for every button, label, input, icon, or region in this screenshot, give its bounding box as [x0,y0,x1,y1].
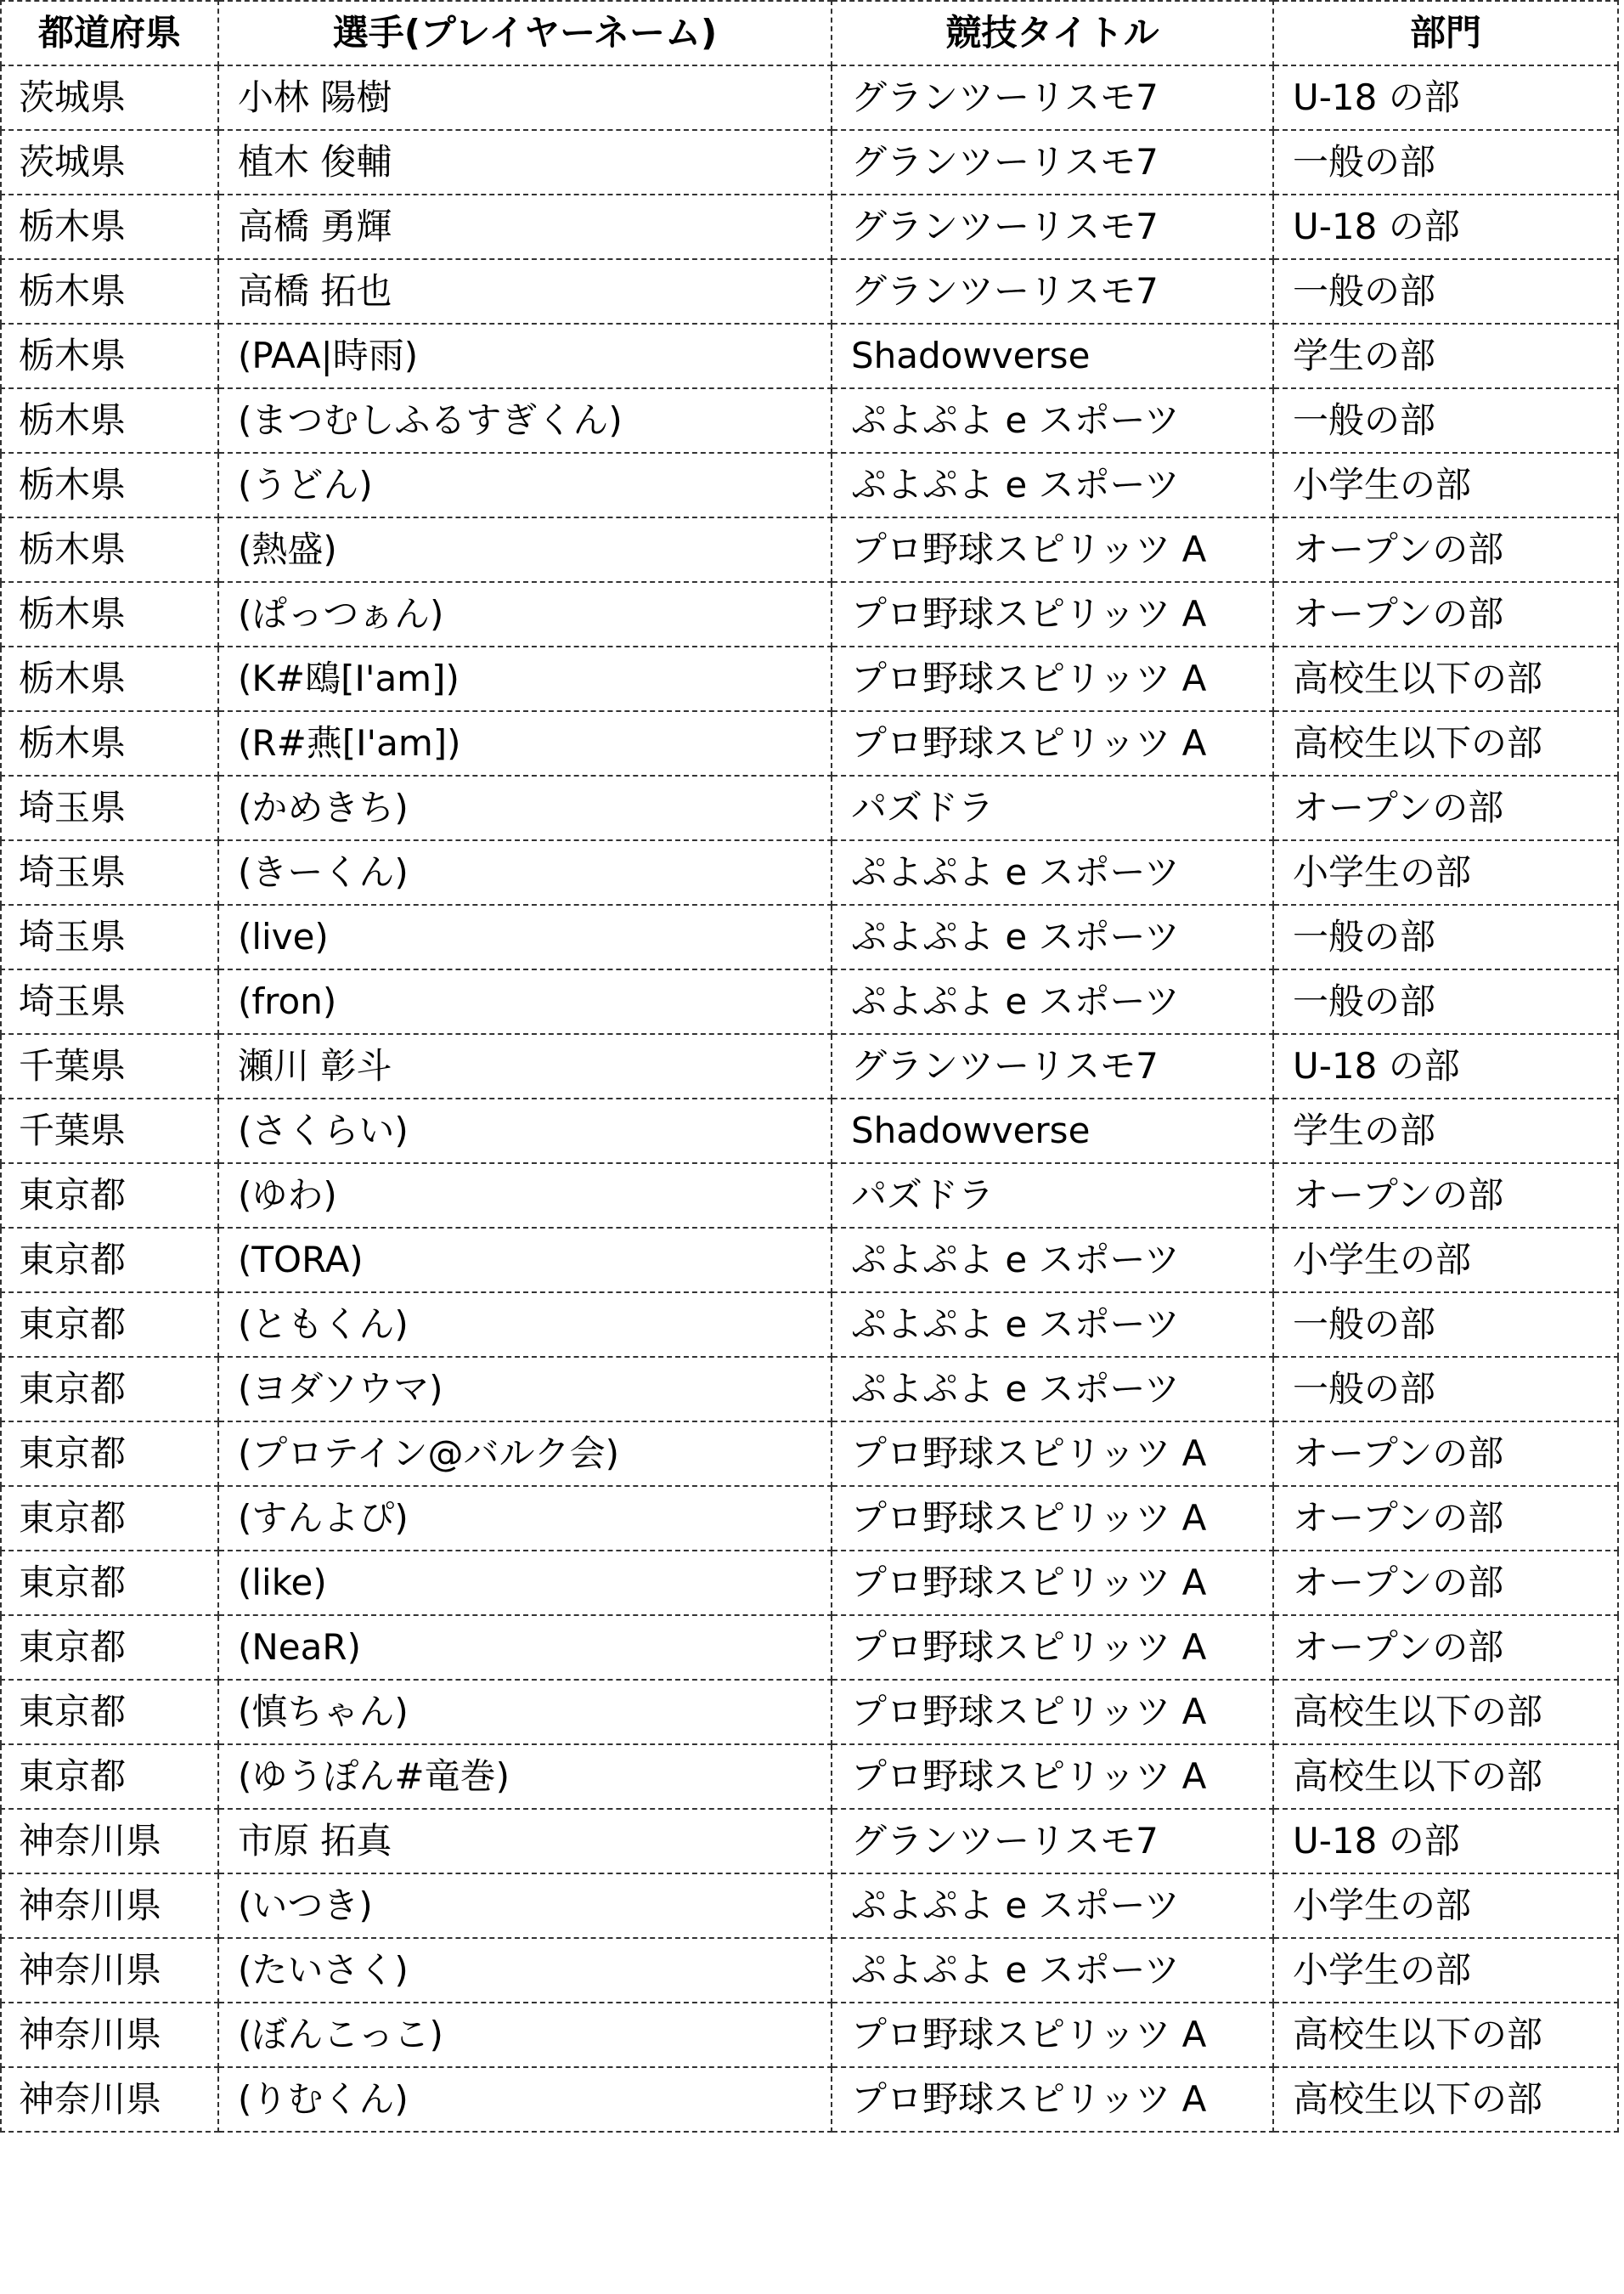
cell-player: (live) [218,905,832,969]
cell-player: (ゆわ) [218,1163,832,1228]
table-row [1,1099,1618,1163]
cell-prefecture: 千葉県 [1,1034,218,1099]
cell-division: オープンの部 [1273,582,1618,647]
cell-player: (いつき) [218,1873,832,1938]
cell-player: (ゆうぽん#竜巻) [218,1744,832,1809]
cell-division: 一般の部 [1273,905,1618,969]
cell-player: (PAA|時雨) [218,324,832,388]
cell-prefecture: 東京都 [1,1163,218,1228]
cell-title: プロ野球スピリッツ A [832,1421,1273,1486]
cell-division: 一般の部 [1273,1357,1618,1421]
cell-title: ぷよぷよ e スポーツ [832,453,1273,517]
table-row [1,776,1618,840]
cell-player: (うどん) [218,453,832,517]
cell-division: 学生の部 [1273,1099,1618,1163]
cell-prefecture: 東京都 [1,1551,218,1615]
cell-division: 小学生の部 [1273,1873,1618,1938]
cell-division: U-18 の部 [1273,1034,1618,1099]
table-row [1,1744,1618,1809]
table-row [1,1228,1618,1292]
cell-prefecture: 東京都 [1,1486,218,1551]
cell-title: パズドラ [832,776,1273,840]
table-row [1,453,1618,517]
cell-prefecture: 神奈川県 [1,1938,218,2003]
cell-player: (熱盛) [218,517,832,582]
table-row [1,1034,1618,1099]
cell-prefecture: 東京都 [1,1357,218,1421]
table-row [1,905,1618,969]
cell-prefecture: 茨城県 [1,65,218,130]
cell-division: 高校生以下の部 [1273,2067,1618,2132]
cell-prefecture: 神奈川県 [1,2003,218,2067]
cell-prefecture: 埼玉県 [1,840,218,905]
table-row [1,259,1618,324]
table-row [1,388,1618,453]
cell-prefecture: 東京都 [1,1615,218,1680]
cell-player: (ぱっつぁん) [218,582,832,647]
cell-division: 小学生の部 [1273,1938,1618,2003]
cell-title: プロ野球スピリッツ A [832,1551,1273,1615]
cell-title: プロ野球スピリッツ A [832,647,1273,711]
cell-player: (K#鴎[I'am]) [218,647,832,711]
table-header [1,1,1618,65]
cell-prefecture: 東京都 [1,1228,218,1292]
cell-player: (fron) [218,969,832,1034]
table-row [1,1938,1618,2003]
header-division: 部門 [1273,1,1618,65]
cell-prefecture: 栃木県 [1,388,218,453]
cell-player: (慎ちゃん) [218,1680,832,1744]
table-row [1,1551,1618,1615]
table-row [1,324,1618,388]
table-row [1,1292,1618,1357]
cell-title: グランツーリスモ7 [832,1809,1273,1873]
cell-title: ぷよぷよ e スポーツ [832,1228,1273,1292]
cell-prefecture: 栃木県 [1,195,218,259]
cell-player: (ともくん) [218,1292,832,1357]
table-row [1,2003,1618,2067]
table-row [1,1680,1618,1744]
cell-division: オープンの部 [1273,1551,1618,1615]
table-row [1,65,1618,130]
cell-title: プロ野球スピリッツ A [832,517,1273,582]
table-row [1,2067,1618,2132]
cell-player: 小林 陽樹 [218,65,832,130]
cell-division: 小学生の部 [1273,840,1618,905]
cell-division: 一般の部 [1273,130,1618,195]
cell-division: U-18 の部 [1273,1809,1618,1873]
header-prefecture: 都道府県 [1,1,218,65]
cell-title: グランツーリスモ7 [832,130,1273,195]
cell-division: オープンの部 [1273,517,1618,582]
cell-title: プロ野球スピリッツ A [832,1615,1273,1680]
cell-title: ぷよぷよ e スポーツ [832,905,1273,969]
cell-player: (like) [218,1551,832,1615]
cell-player: 植木 俊輔 [218,130,832,195]
cell-title: プロ野球スピリッツ A [832,1486,1273,1551]
table-row [1,130,1618,195]
table-row [1,1809,1618,1873]
cell-title: プロ野球スピリッツ A [832,711,1273,776]
cell-title: ぷよぷよ e スポーツ [832,1873,1273,1938]
table-row [1,1163,1618,1228]
cell-player: (プロテイン@バルク会) [218,1421,832,1486]
cell-division: 学生の部 [1273,324,1618,388]
cell-prefecture: 埼玉県 [1,969,218,1034]
cell-division: 高校生以下の部 [1273,1680,1618,1744]
cell-title: プロ野球スピリッツ A [832,2067,1273,2132]
cell-title: パズドラ [832,1163,1273,1228]
cell-title: プロ野球スピリッツ A [832,582,1273,647]
cell-title: グランツーリスモ7 [832,195,1273,259]
cell-player: (たいさく) [218,1938,832,2003]
cell-prefecture: 神奈川県 [1,1809,218,1873]
cell-prefecture: 栃木県 [1,711,218,776]
cell-player: (R#燕[I'am]) [218,711,832,776]
cell-player: (ヨダソウマ) [218,1357,832,1421]
table-row [1,647,1618,711]
cell-player: (かめきち) [218,776,832,840]
cell-player: (まつむしふるすぎくん) [218,388,832,453]
cell-prefecture: 東京都 [1,1292,218,1357]
cell-title: ぷよぷよ e スポーツ [832,969,1273,1034]
table-row [1,1873,1618,1938]
table-row [1,1421,1618,1486]
cell-title: Shadowverse [832,324,1273,388]
cell-division: 小学生の部 [1273,453,1618,517]
table-row [1,840,1618,905]
cell-prefecture: 東京都 [1,1421,218,1486]
cell-division: オープンの部 [1273,1163,1618,1228]
table-row [1,582,1618,647]
cell-title: ぷよぷよ e スポーツ [832,1938,1273,2003]
cell-player: 瀬川 彰斗 [218,1034,832,1099]
cell-player: 市原 拓真 [218,1809,832,1873]
cell-player: (さくらい) [218,1099,832,1163]
cell-prefecture: 東京都 [1,1744,218,1809]
cell-division: 一般の部 [1273,259,1618,324]
cell-player: (ぼんこっこ) [218,2003,832,2067]
cell-title: Shadowverse [832,1099,1273,1163]
table-body [1,65,1618,2132]
cell-prefecture: 栃木県 [1,259,218,324]
cell-prefecture: 埼玉県 [1,776,218,840]
cell-division: 一般の部 [1273,388,1618,453]
table-row [1,195,1618,259]
cell-title: ぷよぷよ e スポーツ [832,1292,1273,1357]
cell-division: 高校生以下の部 [1273,711,1618,776]
cell-division: 高校生以下の部 [1273,647,1618,711]
cell-division: 高校生以下の部 [1273,2003,1618,2067]
cell-division: オープンの部 [1273,1486,1618,1551]
cell-player: (TORA) [218,1228,832,1292]
cell-player: (りむくん) [218,2067,832,2132]
cell-prefecture: 東京都 [1,1680,218,1744]
cell-prefecture: 栃木県 [1,517,218,582]
header-player: 選手(プレイヤーネーム) [218,1,832,65]
table-row [1,711,1618,776]
cell-prefecture: 埼玉県 [1,905,218,969]
cell-player: (すんよぴ) [218,1486,832,1551]
table-row [1,969,1618,1034]
table-row [1,517,1618,582]
cell-player: 高橋 拓也 [218,259,832,324]
cell-prefecture: 栃木県 [1,582,218,647]
cell-division: オープンの部 [1273,1421,1618,1486]
cell-title: グランツーリスモ7 [832,65,1273,130]
header-title: 競技タイトル [832,1,1273,65]
cell-player: 高橋 勇輝 [218,195,832,259]
cell-player: (NeaR) [218,1615,832,1680]
cell-prefecture: 茨城県 [1,130,218,195]
cell-title: プロ野球スピリッツ A [832,1680,1273,1744]
cell-division: オープンの部 [1273,776,1618,840]
cell-division: オープンの部 [1273,1615,1618,1680]
cell-prefecture: 千葉県 [1,1099,218,1163]
cell-division: U-18 の部 [1273,65,1618,130]
cell-division: 小学生の部 [1273,1228,1618,1292]
cell-title: グランツーリスモ7 [832,259,1273,324]
cell-division: U-18 の部 [1273,195,1618,259]
cell-prefecture: 栃木県 [1,324,218,388]
cell-prefecture: 栃木県 [1,647,218,711]
table-row [1,1615,1618,1680]
cell-division: 高校生以下の部 [1273,1744,1618,1809]
table-row [1,1486,1618,1551]
cell-title: ぷよぷよ e スポーツ [832,1357,1273,1421]
cell-prefecture: 栃木県 [1,453,218,517]
cell-division: 一般の部 [1273,1292,1618,1357]
cell-title: ぷよぷよ e スポーツ [832,840,1273,905]
table-row [1,1357,1618,1421]
cell-player: (きーくん) [218,840,832,905]
cell-prefecture: 神奈川県 [1,2067,218,2132]
cell-title: グランツーリスモ7 [832,1034,1273,1099]
header-row [1,1,1618,65]
cell-division: 一般の部 [1273,969,1618,1034]
cell-title: プロ野球スピリッツ A [832,1744,1273,1809]
cell-title: プロ野球スピリッツ A [832,2003,1273,2067]
cell-title: ぷよぷよ e スポーツ [832,388,1273,453]
cell-prefecture: 神奈川県 [1,1873,218,1938]
